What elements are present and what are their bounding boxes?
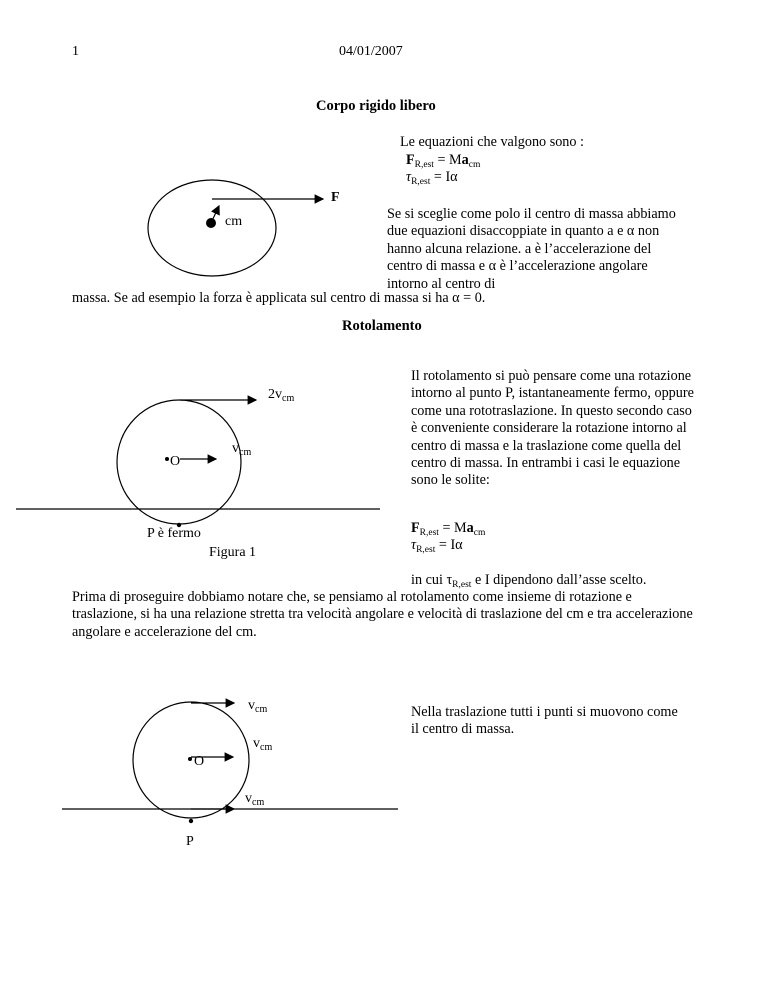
center-label: O [194, 754, 205, 769]
header-date: 04/01/2007 [339, 44, 403, 59]
text-fragment: in cui τ [411, 572, 453, 588]
eq-subscript: R,est [419, 528, 439, 538]
force-label: F [331, 190, 340, 205]
section1-paragraph-right: Se si sceglie come polo il centro di massa abbiamo due equazioni disaccoppiate in quanto a e α non hanno alcuna relazione. a è l’accelerazione del centro di massa e α è l’accelerazione angolare intorno al centro di [387, 206, 676, 292]
section-title-corpo-rigido: Corpo rigido libero [316, 98, 436, 114]
contact-point-label: P è fermo [147, 526, 201, 541]
eq-symbol: F [406, 152, 415, 168]
center-label: O [170, 454, 181, 469]
center-velocity-label: $v_{cm}$ [232, 441, 252, 458]
eq-symbol: a [466, 520, 474, 536]
eq-subscript: R,est [411, 177, 431, 187]
section1-paragraph-full: massa. Se ad esempio la forza è applicata sul centro di massa si ha α = 0. [72, 290, 486, 306]
eq-subscript: cm [473, 528, 486, 538]
page-number: 1 [72, 44, 79, 59]
eq-text: = M [433, 152, 462, 168]
section2-paragraph-right: Il rotolamento si può pensare come una rotazione intorno al punto P, istantaneamente fermo, oppure come una rototraslazione. In questo secondo caso è conveniente considerare la rotazione intorno al centro di massa e la traslazione come quella del centro di massa. In entrambi i casi le equazione sono le solite: [411, 368, 694, 489]
top-velocity-label: $2v_{cm}$ [268, 387, 295, 404]
eq-subscript: R,est [452, 580, 472, 590]
contact-point-label: P [186, 834, 194, 849]
eq-text: = Iα [435, 537, 463, 553]
eq-text: = M [438, 520, 467, 536]
eq-symbol: F [411, 520, 420, 536]
center-velocity-label: $v_{cm}$ [253, 736, 273, 753]
eq-symbol: τ [411, 537, 417, 553]
figure-1-caption: Figura 1 [209, 545, 257, 560]
eq-symbol: τ [406, 169, 412, 185]
section1-intro: Le equazioni che valgono sono : [400, 134, 584, 150]
section3-paragraph-right: Nella traslazione tutti i punti si muovono come il centro di massa. [411, 704, 678, 738]
cm-label: cm [225, 214, 243, 229]
bottom-velocity-label: $v_{cm}$ [245, 791, 265, 808]
eq-subscript: R,est [414, 160, 434, 170]
contact-point-dot [189, 819, 193, 823]
eq-symbol: a [461, 152, 469, 168]
top-velocity-label: $v_{cm}$ [248, 698, 268, 715]
eq-subscript: R,est [416, 545, 436, 555]
eq-text: = Iα [430, 169, 458, 185]
eq-subscript: cm [468, 160, 481, 170]
center-dot [188, 757, 192, 761]
section-title-rotolamento: Rotolamento [342, 318, 422, 334]
text-fragment: e I dipendono dall’asse scelto. [471, 572, 647, 588]
section2-paragraph-full: Prima di proseguire dobbiamo notare che, se pensiamo al rotolamento come insieme di rotazione e traslazione, si ha una relazione stretta tra velocità angolare e velocità di traslazione del cm e tra accelerazione angolare e accelerazione del cm. [72, 589, 693, 640]
